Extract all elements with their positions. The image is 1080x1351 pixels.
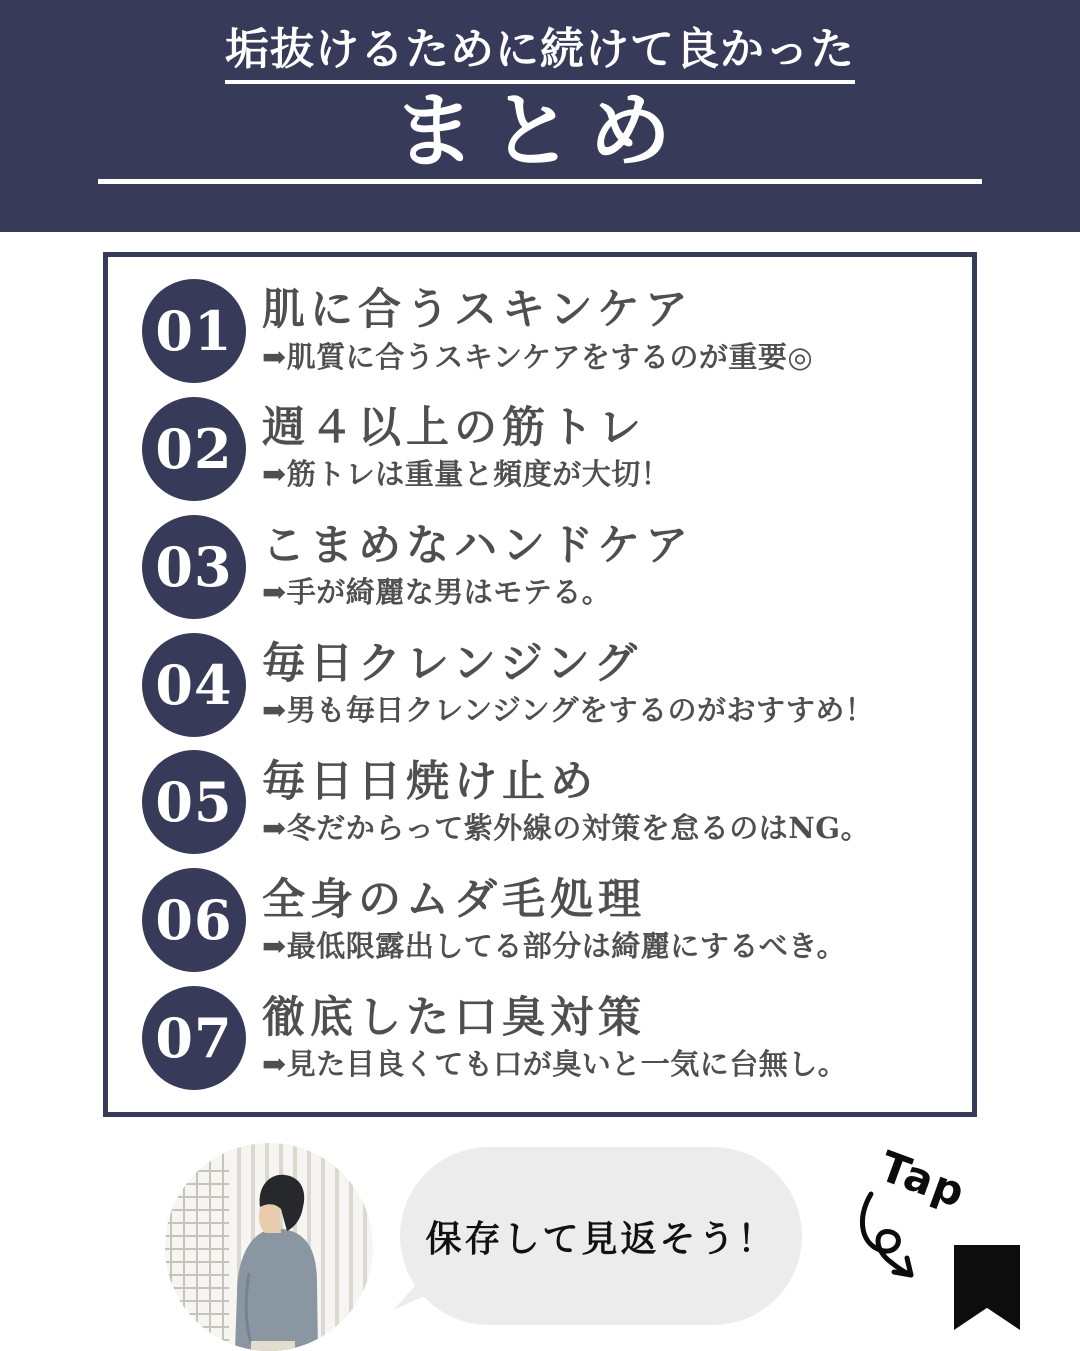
item-note: ➡肌質に合うスキンケアをするのが重要◎ [262,339,814,374]
item-title: 徹底した口臭対策 [262,992,646,1043]
item-number-badge: 04 [142,633,246,737]
list-item [142,750,956,854]
header-divider [98,179,982,184]
item-number-badge: 07 [142,986,246,1090]
header-banner [0,0,1080,232]
list-item [142,633,956,737]
item-note: ➡見た目良くても口が臭いと一気に台無し。 [262,1046,848,1081]
curved-swirl-arrow-icon [857,1190,947,1285]
tap-label: Tap [873,1141,973,1218]
bubble-text: 保存して見返そう！ [425,1218,777,1260]
item-note: ➡手が綺麗な男はモテる。 [262,575,612,610]
item-note: ➡男も毎日クレンジングをするのがおすすめ！ [262,693,875,728]
header-subtitle: 垢抜けるために続けて良かった [225,26,855,84]
item-title: 全身のムダ毛処理 [262,874,646,925]
list-item [142,279,956,383]
item-number-badge: 03 [142,515,246,619]
item-title: 毎日日焼け止め [262,756,598,807]
list-item [142,515,956,619]
speech-bubble [400,1147,802,1325]
profile-photo-illustration [165,1143,373,1351]
item-number-badge: 05 [142,750,246,854]
item-number-badge: 01 [142,279,246,383]
item-note: ➡最低限露出してる部分は綺麗にするべき。 [262,928,847,963]
item-title: 週４以上の筋トレ [262,403,646,454]
item-number-badge: 02 [142,397,246,501]
item-title: こまめなハンドケア [262,521,694,572]
avatar [165,1143,373,1351]
list-item [142,397,956,501]
item-title: 肌に合うスキンケア [262,285,693,336]
item-number-badge: 06 [142,868,246,972]
list-item [142,868,956,972]
list-item [142,986,956,1090]
item-title: 毎日クレンジング [262,638,642,689]
summary-list-box [103,252,977,1117]
bookmark-save-icon[interactable] [954,1245,1020,1330]
item-note: ➡筋トレは重量と頻度が大切！ [262,457,671,492]
page-title: まとめ [392,83,687,180]
item-note: ➡冬だからって紫外線の対策を怠るのはNG。 [262,811,871,845]
